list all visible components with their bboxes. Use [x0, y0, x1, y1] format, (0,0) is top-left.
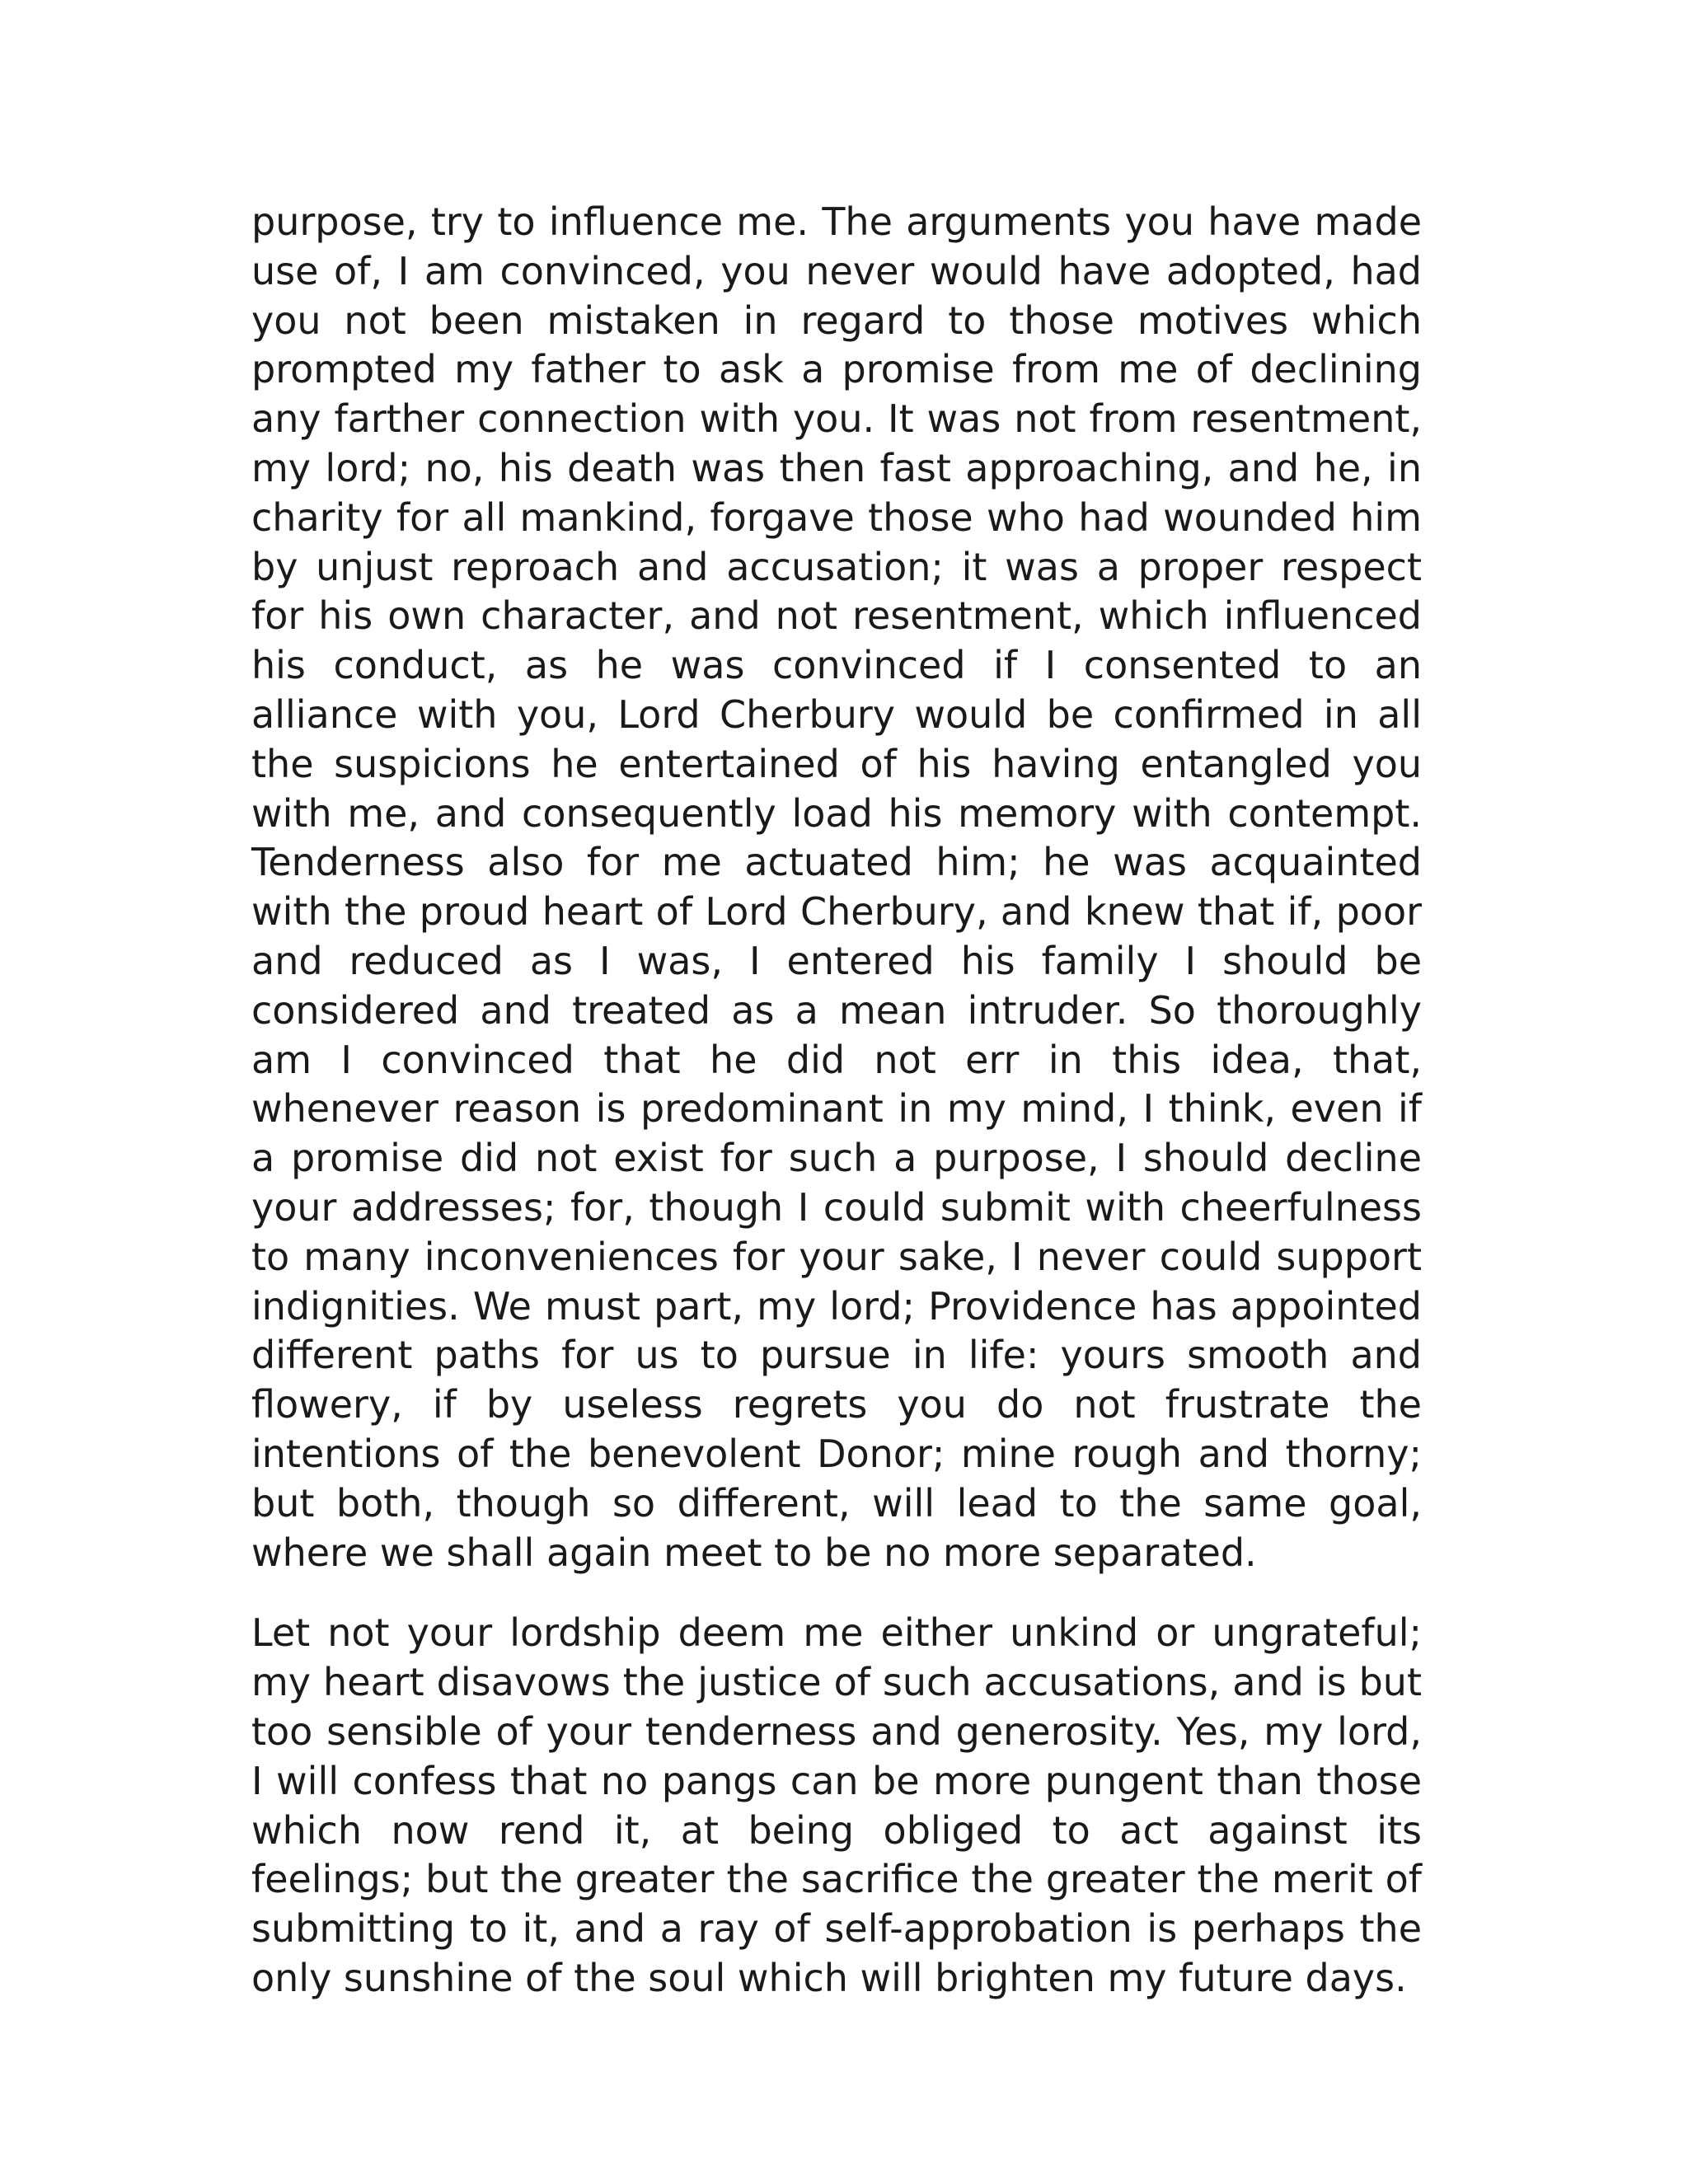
paragraph-1: purpose, try to influence me. The arguments you have made use of, I am convinced, you never would have adopted, had you not been mistaken in regard to those motives which prompted my father to ask a promise from me of declining any farther connection with you. It was not from resentment, my lord; no, his death was then fast approaching, and he, in charity for all mankind, forgave those who had wounded him by unjust reproach and accusation; it was a proper respect for his own character, and not resentment, which influenced his conduct, as he was convinced if I consented to an alliance with you, Lord Cherbury would be confirmed in all the suspicions he entertained of his having entangled you with me, and consequently load his memory with contempt. Tenderness also for me actuated him; he was acquainted with the proud heart of Lord Cherbury, and knew that if, poor and reduced as I was, I entered his family I should be considered and treated as a mean intruder. So thoroughly am I convinced that he did not err in this idea, that, whenever reason is predominant in my mind, I think, even if a promise did not exist for such a purpose, I should decline your addresses; for, though I could submit with cheerfulness to many inconveniences for your sake, I never could support indignities. We must part, my lord; Providence has appointed different paths for us to pursue in life: yours smooth and flowery, if by useless regrets you do not frustrate the intentions of the benevolent Donor; mine rough and thorny; but both, though so different, will lead to the same goal, where we shall again meet to be no more separated.: [251, 199, 1422, 1575]
paragraph-2: Let not your lordship deem me either unkind or ungrateful; my heart disavows the justice of such accusations, and is but too sensible of your tenderness and generosity. Yes, my lord, I will confess that no pangs can be more pungent than those which now rend it, at being obliged to act against its feelings; but the greater the sacrifice the greater the merit of submitting to it, and a ray of self-approbation is perhaps the only sunshine of the soul which will brighten my future days.: [251, 1610, 1422, 2000]
body-text: [251, 198, 1422, 2004]
